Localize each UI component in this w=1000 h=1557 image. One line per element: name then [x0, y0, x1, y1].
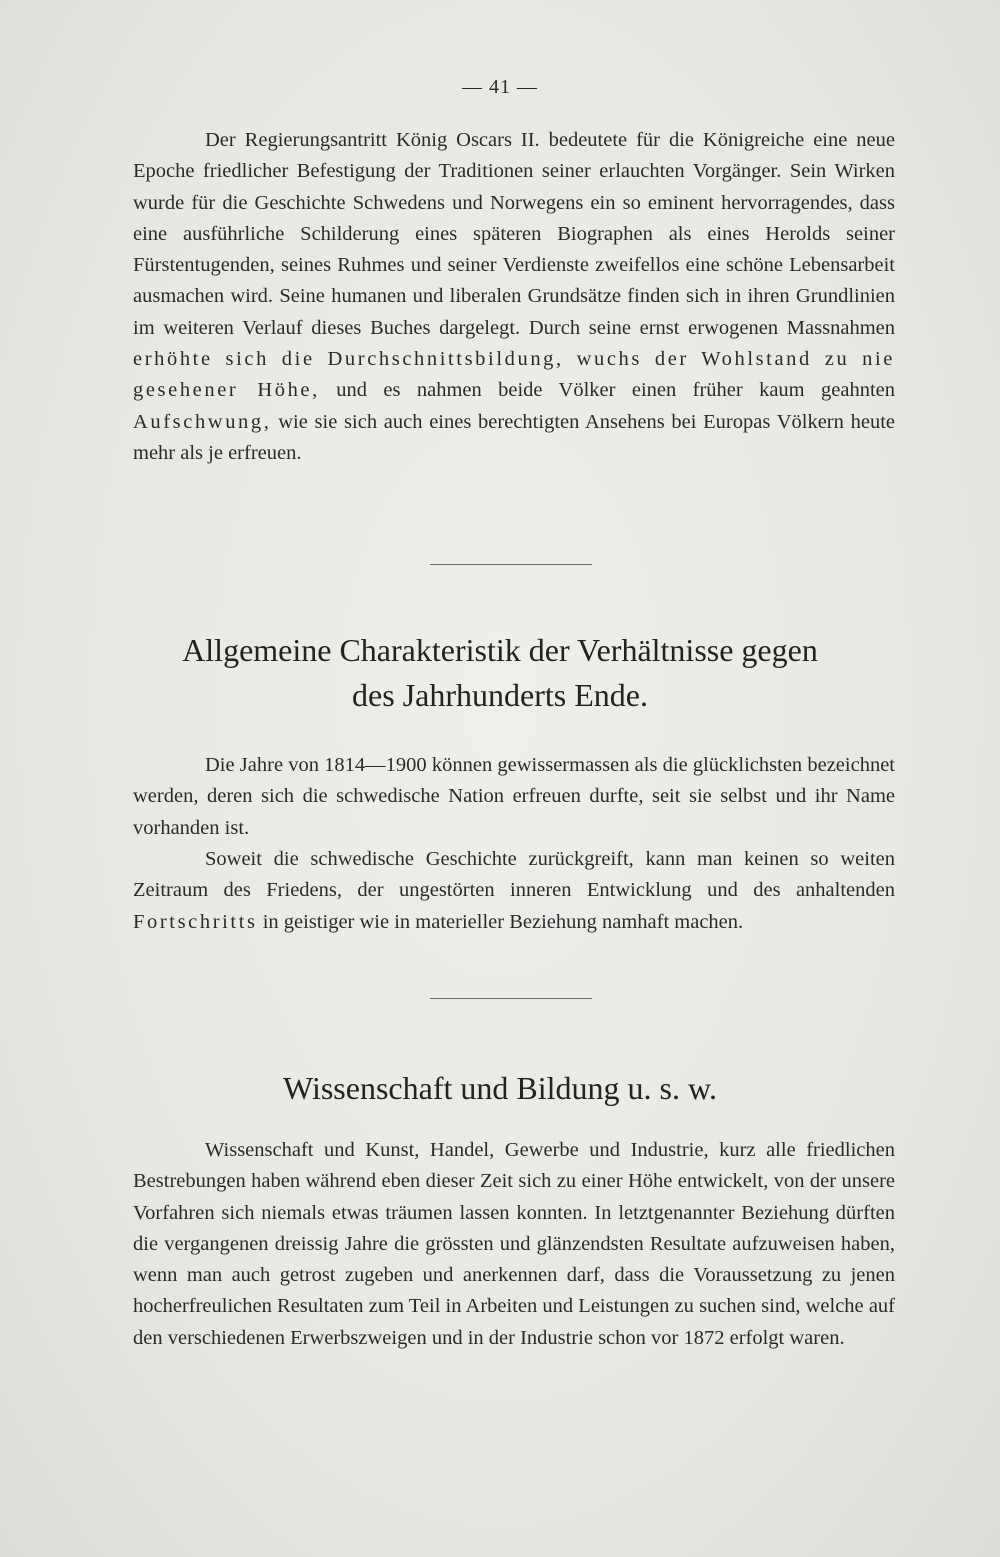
paragraph-text: Der Regierungsantritt König Oscars II. bedeutete für die Königreiche eine neue Epoche friedlicher Befestigung der Traditionen seiner erlauchten Vorgänger. Sein Wirken wurde für die Geschichte Schwedens und Norwegens ein so eminent hervorragendes, dass eine ausführliche Schilderung eines späteren Biographen als eines Herolds seiner Fürstentugenden, seines Ruhmes und seiner Verdienste zweifellos eine schöne Lebensarbeit ausmachen wird. Seine humanen und liberalen Grundsätze finden sich in ihren Grundlinien im weiteren Verlauf dieses Buches dargelegt. Durch seine ernst erwogenen Massnahmen: [133, 129, 895, 339]
section-heading-characteristics: [0, 628, 1000, 718]
section-heading-science: Wissenschaft und Bildung u. s. w.: [283, 1070, 717, 1106]
spaced-text: erhöhte sich die Durchschnittsbildung, wuchs der Wohlstand zu nie gesehener Höhe,: [133, 348, 895, 402]
paragraph-science: [133, 1135, 895, 1354]
paragraph-history: [133, 844, 895, 938]
spaced-text: Aufschwung,: [133, 410, 272, 433]
paragraph-text: wie sie sich auch eines berechtigten Ansehens bei Europas Völkern heute mehr als je erfreuen.: [133, 410, 895, 464]
paragraph-text: in geistiger wie in materieller Beziehung namhaft machen.: [257, 910, 744, 933]
heading-line: des Jahrhunderts Ende.: [352, 677, 648, 713]
paragraph-text: Soweit die schwedische Geschichte zurückgreift, kann man keinen so weiten Zeitraum des Friedens, der ungestörten inneren Entwicklung und des anhaltenden: [133, 848, 895, 902]
paragraph-oscar-reign: [133, 125, 895, 469]
spaced-text: Fortschritts: [133, 910, 258, 933]
paragraph-text: Die Jahre von 1814—1900 können gewissermassen als die glücklichsten bezeichnet werden, deren sich die schwedische Nation erfreuen durfte, seit sie selbst und ihr Name vorhanden ist.: [133, 754, 895, 839]
paragraph-years: [133, 750, 895, 844]
section-divider: [430, 564, 592, 565]
section-divider: [430, 998, 592, 999]
paragraph-text: Wissenschaft und Kunst, Handel, Gewerbe und Industrie, kurz alle friedlichen Bestrebungen haben während eben dieser Zeit sich zu einer Höhe entwickelt, von der unsere Vorfahren sich niemals etwas träumen lassen konnten. In letztgenannter Beziehung dürften die vergangenen dreissig Jahre die grössten und glänzendsten Resultate aufzuweisen haben, wenn man auch getrost zugeben und anerkennen darf, dass die Voraussetzung zu jenen hocherfreulichen Resultaten zum Teil in Arbeiten und Leistungen zu suchen sind, welche auf den verschiedenen Erwerbszweigen und in der Industrie schon vor 1872 erfolgt waren.: [133, 1139, 895, 1349]
heading-line: Allgemeine Charakteristik der Verhältnisse gegen: [182, 632, 818, 668]
page-number: — 41 —: [462, 76, 538, 98]
paragraph-text: und es nahmen beide Völker einen früher kaum geahnten: [319, 379, 895, 402]
